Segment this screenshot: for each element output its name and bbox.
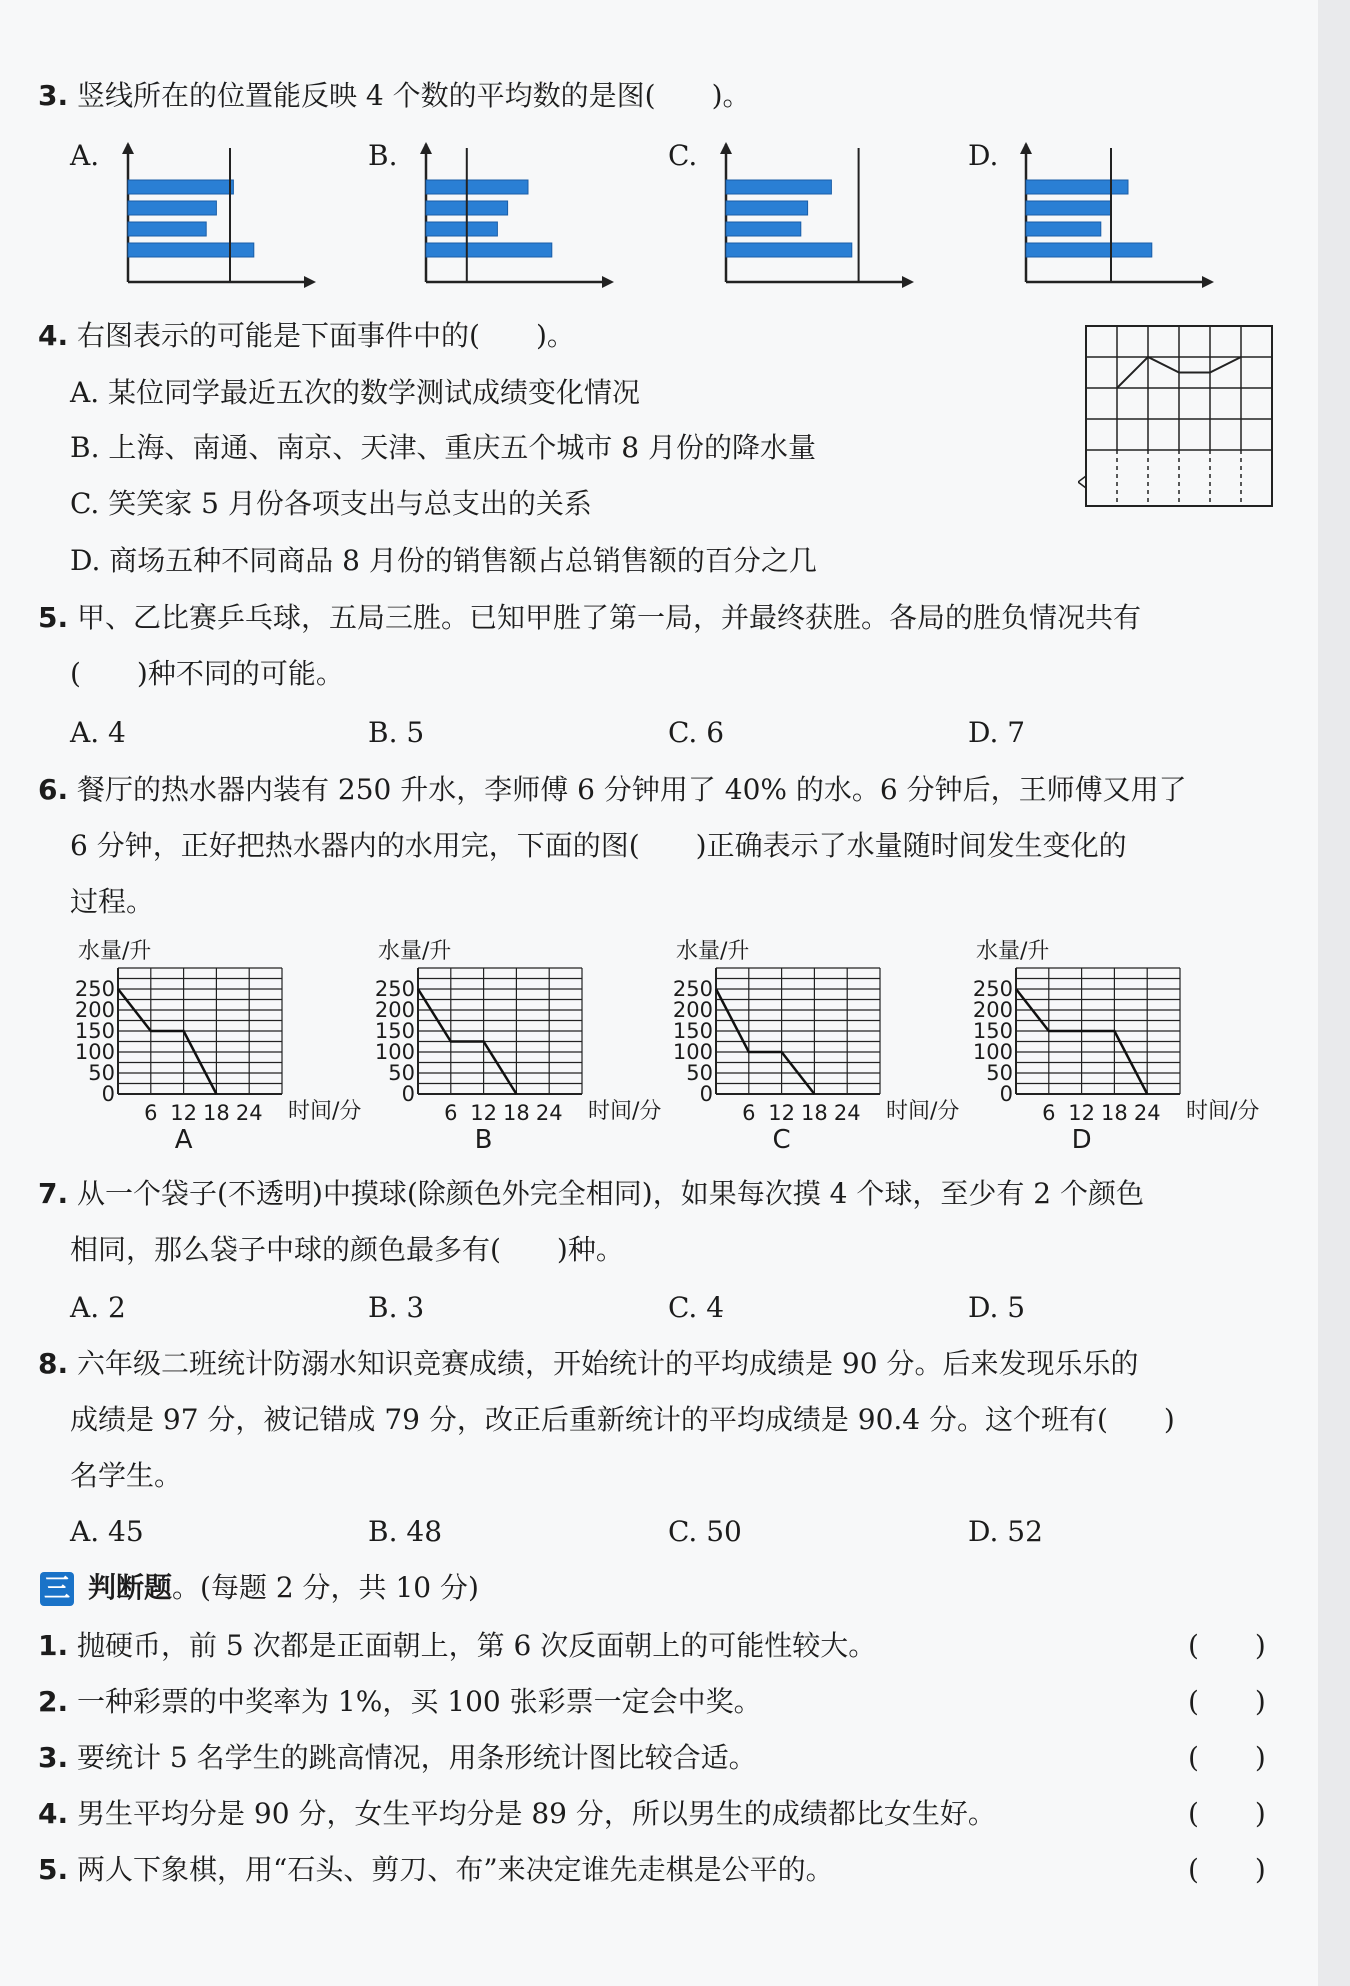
q5-option-b: B. 5 bbox=[368, 716, 425, 749]
y-tick-label: 100 bbox=[672, 1040, 713, 1064]
bar bbox=[1026, 180, 1128, 194]
x-axis-arrow bbox=[1202, 276, 1214, 288]
q3-option-label: A. bbox=[70, 139, 100, 172]
q7-option-d: D. 5 bbox=[968, 1291, 1026, 1324]
q8-option-a: A. 45 bbox=[70, 1515, 144, 1548]
question-number: 5. bbox=[38, 601, 69, 634]
bar bbox=[128, 243, 254, 257]
question-8-line2: 成绩是 97 分，被记错成 79 分，改正后重新统计的平均成绩是 90.4 分。这个班有( ) bbox=[70, 1403, 1175, 1436]
y-axis-label: 水量/升 bbox=[976, 939, 1050, 964]
question-text: 餐厅的热水器内装有 250 升水，李师傅 6 分钟用了 40% 的水。6 分钟后，王师傅又用了 bbox=[77, 773, 1187, 806]
y-tick-label: 200 bbox=[972, 998, 1013, 1022]
x-axis-label: 时间/分 bbox=[886, 1099, 960, 1124]
q8-option-c: C. 50 bbox=[668, 1515, 742, 1548]
q3-bar-chart bbox=[718, 140, 918, 300]
q5-option-c: C. 6 bbox=[668, 716, 725, 749]
y-tick-label: 150 bbox=[972, 1019, 1013, 1043]
q3-option-label: C. bbox=[668, 139, 698, 172]
x-tick-label: 12 bbox=[768, 1101, 795, 1125]
x-axis-label: 时间/分 bbox=[288, 1099, 362, 1124]
x-tick-label: 24 bbox=[235, 1101, 263, 1125]
x-tick-label: 12 bbox=[170, 1101, 197, 1125]
answer-blank-1[interactable]: ( ) bbox=[1188, 1629, 1266, 1662]
question-4 bbox=[38, 318, 575, 354]
x-tick-label: 6 bbox=[742, 1101, 756, 1125]
x-axis-arrow bbox=[304, 276, 316, 288]
q4-option-b: B. 上海、南通、南京、天津、重庆五个城市 8 月份的降水量 bbox=[70, 431, 816, 464]
y-tick-label: 150 bbox=[672, 1019, 713, 1043]
x-axis-arrow bbox=[902, 276, 914, 288]
y-axis-arrow bbox=[420, 142, 432, 154]
y-tick-label: 0 bbox=[401, 1082, 415, 1106]
answer-blank-3[interactable]: ( ) bbox=[1188, 1741, 1266, 1774]
question-text: 右图表示的可能是下面事件中的( )。 bbox=[77, 319, 575, 352]
x-axis-arrow bbox=[602, 276, 614, 288]
y-axis-label: 水量/升 bbox=[378, 939, 452, 964]
break-mark bbox=[1078, 476, 1086, 488]
y-tick-label: 150 bbox=[374, 1019, 415, 1043]
y-axis-label: 水量/升 bbox=[78, 939, 152, 964]
q5-option-d: D. 7 bbox=[968, 716, 1026, 749]
judge-item-4: 4. 男生平均分是 90 分，女生平均分是 89 分，所以男生的成绩都比女生好。 bbox=[38, 1797, 996, 1830]
y-tick-label: 250 bbox=[972, 977, 1013, 1001]
q3-option-label: D. bbox=[968, 139, 999, 172]
q6-line-chart bbox=[68, 936, 368, 1152]
y-tick-label: 150 bbox=[74, 1019, 115, 1043]
y-tick-label: 250 bbox=[672, 977, 713, 1001]
q4-option-d: D. 商场五种不同商品 8 月份的销售额占总销售额的百分之几 bbox=[70, 544, 817, 577]
y-tick-label: 250 bbox=[374, 977, 415, 1001]
y-axis-arrow bbox=[720, 142, 732, 154]
x-tick-label: 24 bbox=[535, 1101, 563, 1125]
question-8-line3: 名学生。 bbox=[70, 1459, 183, 1492]
chart-label: D bbox=[1071, 1125, 1092, 1152]
q5-option-a: A. 4 bbox=[70, 716, 126, 749]
q7-option-b: B. 3 bbox=[368, 1291, 425, 1324]
chart-label: B bbox=[474, 1125, 493, 1152]
chart-label: A bbox=[174, 1125, 193, 1152]
y-tick-label: 50 bbox=[88, 1061, 115, 1085]
y-tick-label: 50 bbox=[388, 1061, 415, 1085]
section-note: 。(每题 2 分，共 10 分) bbox=[172, 1571, 479, 1604]
x-axis-label: 时间/分 bbox=[588, 1099, 662, 1124]
q7-option-c: C. 4 bbox=[668, 1291, 725, 1324]
y-axis-arrow bbox=[122, 142, 134, 154]
x-axis-label: 时间/分 bbox=[1186, 1099, 1260, 1124]
judge-item-3: 3. 要统计 5 名学生的跳高情况，用条形统计图比较合适。 bbox=[38, 1741, 757, 1774]
answer-blank-2[interactable]: ( ) bbox=[1188, 1685, 1266, 1718]
question-7 bbox=[38, 1176, 1144, 1212]
judge-item-5: 5. 两人下象棋，用“石头、剪刀、布”来决定谁先走棋是公平的。 bbox=[38, 1853, 834, 1886]
y-axis-arrow bbox=[1020, 142, 1032, 154]
judge-item-2: 2. 一种彩票的中奖率为 1%，买 100 张彩票一定会中奖。 bbox=[38, 1685, 762, 1718]
x-tick-label: 18 bbox=[1101, 1101, 1128, 1125]
question-number: 6. bbox=[38, 773, 69, 806]
bar bbox=[1026, 201, 1111, 215]
section-number-icon: 三 bbox=[40, 1572, 74, 1606]
y-tick-label: 100 bbox=[374, 1040, 415, 1064]
q4-option-c: C. 笑笑家 5 月份各项支出与总支出的关系 bbox=[70, 487, 592, 520]
y-tick-label: 200 bbox=[672, 998, 713, 1022]
y-tick-label: 50 bbox=[686, 1061, 713, 1085]
q8-option-d: D. 52 bbox=[968, 1515, 1043, 1548]
bar bbox=[426, 222, 497, 236]
answer-blank-5[interactable]: ( ) bbox=[1188, 1853, 1266, 1886]
x-tick-label: 18 bbox=[503, 1101, 530, 1125]
x-tick-label: 6 bbox=[444, 1101, 458, 1125]
bar bbox=[426, 243, 552, 257]
q6-line-chart bbox=[966, 936, 1266, 1152]
q4-option-a: A. 某位同学最近五次的数学测试成绩变化情况 bbox=[70, 376, 641, 409]
q3-bar-chart bbox=[120, 140, 320, 300]
y-axis-label: 水量/升 bbox=[676, 939, 750, 964]
question-7-line2: 相同，那么袋子中球的颜色最多有( )种。 bbox=[70, 1233, 624, 1266]
question-text: 从一个袋子(不透明)中摸球(除颜色外完全相同)，如果每次摸 4 个球，至少有 2 个颜色 bbox=[77, 1177, 1144, 1210]
y-tick-label: 200 bbox=[374, 998, 415, 1022]
q3-bar-chart bbox=[1018, 140, 1218, 300]
section-title bbox=[88, 1570, 479, 1606]
bar bbox=[128, 201, 216, 215]
y-tick-label: 100 bbox=[74, 1040, 115, 1064]
q6-line-chart bbox=[666, 936, 966, 1152]
x-tick-label: 18 bbox=[801, 1101, 828, 1125]
q6-line-chart bbox=[368, 936, 668, 1152]
y-tick-label: 50 bbox=[986, 1061, 1013, 1085]
bar bbox=[726, 201, 808, 215]
bar bbox=[1026, 243, 1152, 257]
q3-option-label: B. bbox=[368, 139, 398, 172]
question-6-line2: 6 分钟，正好把热水器内的水用完，下面的图( )正确表示了水量随时间发生变化的 bbox=[70, 829, 1127, 862]
bar bbox=[726, 180, 831, 194]
bar bbox=[128, 180, 233, 194]
x-tick-label: 12 bbox=[1068, 1101, 1095, 1125]
bar bbox=[726, 243, 852, 257]
x-tick-label: 6 bbox=[1042, 1101, 1056, 1125]
answer-blank-4[interactable]: ( ) bbox=[1188, 1797, 1266, 1830]
question-5-line2: ( )种不同的可能。 bbox=[70, 657, 344, 690]
x-tick-label: 24 bbox=[1133, 1101, 1161, 1125]
bar bbox=[128, 222, 206, 236]
question-5 bbox=[38, 600, 1141, 636]
y-tick-label: 100 bbox=[972, 1040, 1013, 1064]
q3-bar-chart bbox=[418, 140, 618, 300]
question-number: 4. bbox=[38, 319, 69, 352]
question-8 bbox=[38, 1346, 1138, 1382]
question-3 bbox=[38, 78, 751, 114]
question-text: 六年级二班统计防溺水知识竞赛成绩，开始统计的平均成绩是 90 分。后来发现乐乐的 bbox=[77, 1347, 1139, 1380]
q7-option-a: A. 2 bbox=[70, 1291, 126, 1324]
y-tick-label: 0 bbox=[999, 1082, 1013, 1106]
judge-item-1: 1. 抛硬币，前 5 次都是正面朝上，第 6 次反面朝上的可能性较大。 bbox=[38, 1629, 877, 1662]
bar bbox=[726, 222, 801, 236]
question-text: 甲、乙比赛乒乓球，五局三胜。已知甲胜了第一局，并最终获胜。各局的胜负情况共有 bbox=[77, 601, 1142, 634]
question-text: 竖线所在的位置能反映 4 个数的平均数的是图( )。 bbox=[77, 79, 751, 112]
question-number: 3. bbox=[38, 79, 69, 112]
y-tick-label: 200 bbox=[74, 998, 115, 1022]
bar bbox=[426, 180, 528, 194]
x-tick-label: 6 bbox=[144, 1101, 158, 1125]
question-number: 8. bbox=[38, 1347, 69, 1380]
question-6 bbox=[38, 772, 1187, 808]
q8-option-b: B. 48 bbox=[368, 1515, 443, 1548]
x-tick-label: 12 bbox=[470, 1101, 497, 1125]
question-number: 7. bbox=[38, 1177, 69, 1210]
question-6-line3: 过程。 bbox=[70, 885, 155, 918]
y-tick-label: 0 bbox=[699, 1082, 713, 1106]
chart-label: C bbox=[772, 1125, 791, 1152]
y-tick-label: 250 bbox=[74, 977, 115, 1001]
x-tick-label: 24 bbox=[833, 1101, 861, 1125]
y-tick-label: 0 bbox=[101, 1082, 115, 1106]
x-tick-label: 18 bbox=[203, 1101, 230, 1125]
q4-line-chart bbox=[1078, 322, 1278, 518]
bar bbox=[1026, 222, 1101, 236]
section-title-text: 判断题 bbox=[88, 1571, 173, 1604]
